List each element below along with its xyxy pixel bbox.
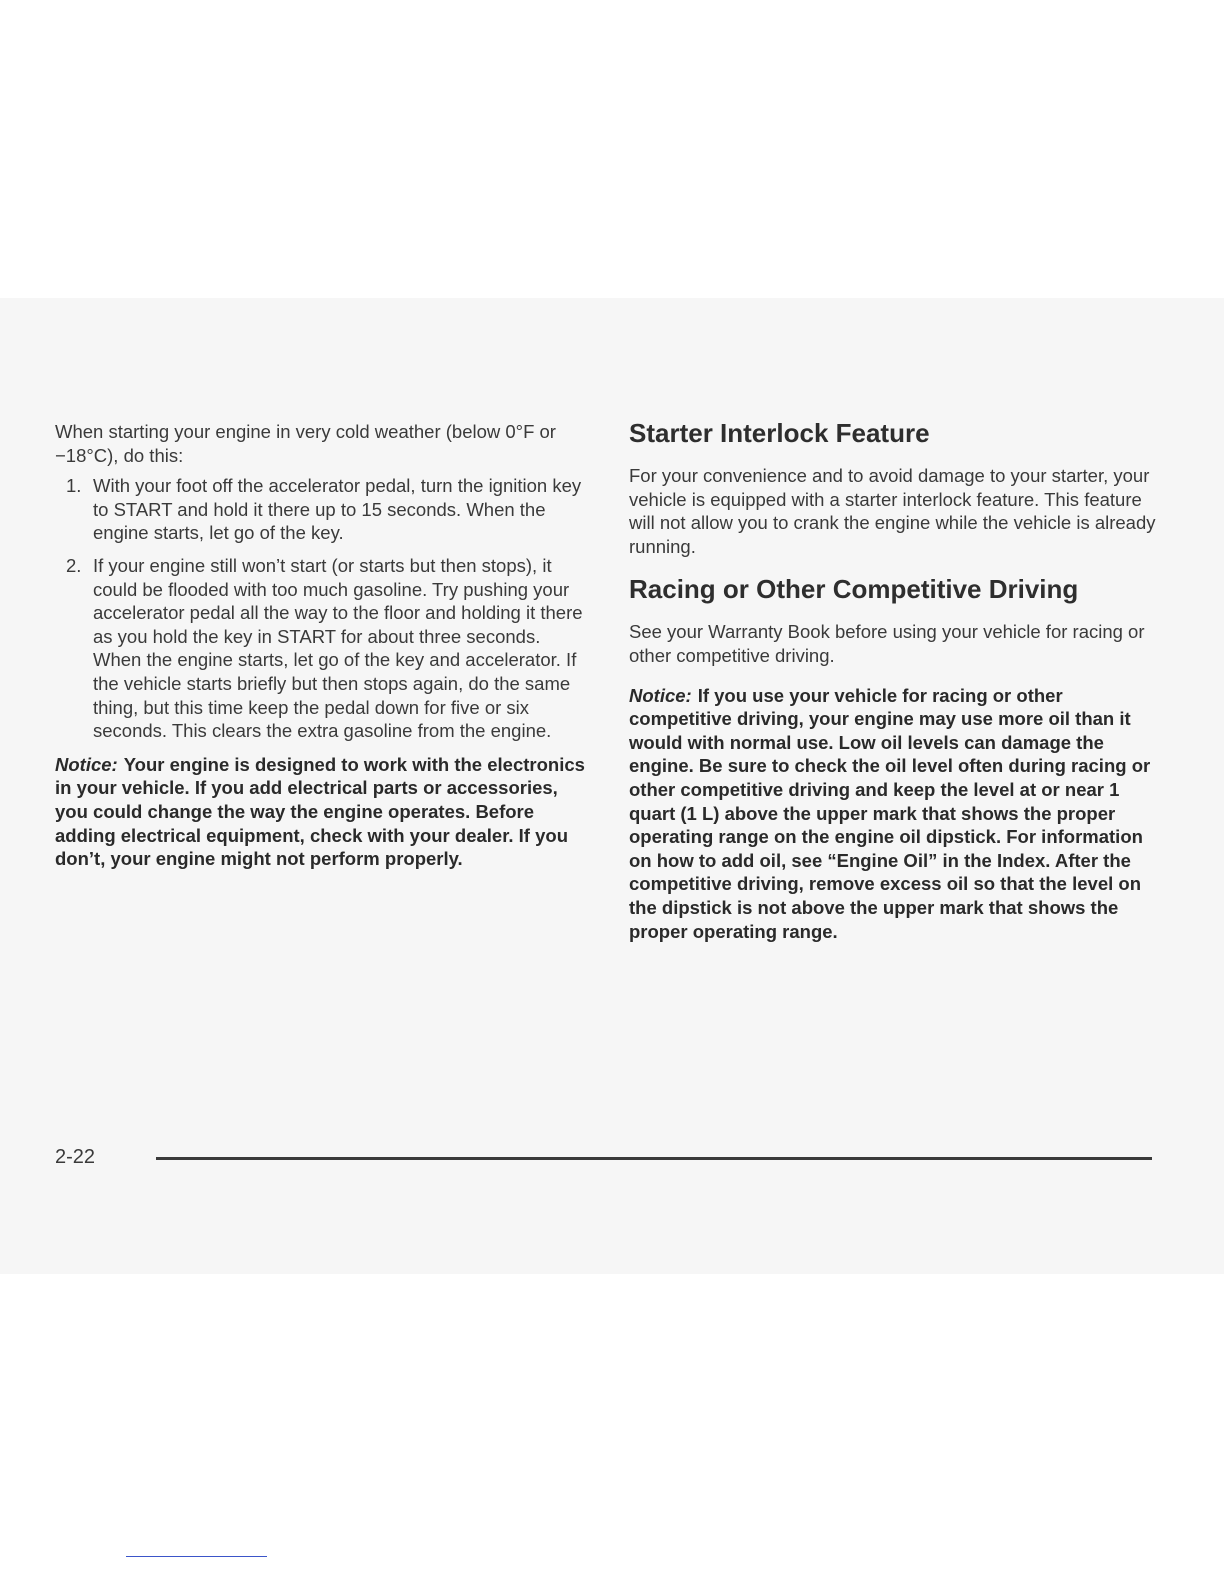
step-number: 2.	[66, 554, 82, 576]
racing-notice	[629, 684, 1159, 944]
link-underline[interactable]	[126, 1556, 267, 1557]
section-heading: Racing or Other Competitive Driving	[629, 574, 1079, 605]
step-text: If your engine still won’t start (or starts but then stops), it could be flooded with too much gasoline. Try pushing your accelerator pedal all the way to the floor and holding it there as you hold the key in START for about three seconds. When the engine starts, let go of the key and accelerator. If the vehicle starts briefly but then stops again, do the same thing, but this time keep the pedal down for five or six seconds. This clears the extra gasoline from the engine.	[93, 554, 583, 742]
left-column	[55, 420, 590, 871]
notice-text: If you use your vehicle for racing or other competitive driving, your engine may use more oil than it would with normal use. Low oil levels can damage the engine. Be sure to check the oil level often during racing or other competitive driving and keep the level at or near 1 quart (1 L) above the upper mark that shows the proper operating range on the engine oil dipstick. For information on how to add oil, see “Engine Oil” in the Index. After the competitive driving, remove excess oil so that the level on the dipstick is not above the upper mark that shows the proper operating range.	[629, 684, 1151, 942]
starter-interlock-section	[629, 418, 1159, 558]
section-body: See your Warranty Book before using your vehicle for racing or other competitive driving.	[629, 621, 1145, 666]
electronics-notice	[55, 753, 590, 871]
section-heading: Starter Interlock Feature	[629, 418, 930, 448]
footer-divider	[156, 1157, 1152, 1160]
notice-text: Your engine is designed to work with the electronics in your vehicle. If you add electrical parts or accessories, you could change the way the engine operates. Before adding electrical equipment, check with your dealer. If you don’t, your engine might not perform properly.	[55, 753, 585, 870]
section-body: For your convenience and to avoid damage to your starter, your vehicle is equipped with a starter interlock feature. This feature will not allow you to crank the engine while the vehicle is already running.	[629, 465, 1156, 557]
list-item	[55, 554, 590, 743]
page-number: 2-22	[55, 1146, 96, 1168]
step-text: With your foot off the accelerator pedal, turn the ignition key to START and hold it there up to 15 seconds. When the engine starts, let go of the key.	[93, 475, 582, 544]
manual-page	[0, 298, 1224, 1274]
cold-start-intro: When starting your engine in very cold weather (below 0°F or −18°C), do this:	[55, 421, 556, 466]
list-item	[55, 474, 590, 545]
cold-start-steps	[55, 474, 590, 743]
racing-section	[629, 574, 1159, 667]
right-column	[629, 418, 1159, 943]
notice-label: Notice:	[629, 684, 692, 706]
step-number: 1.	[66, 475, 82, 497]
notice-label: Notice:	[55, 753, 118, 775]
